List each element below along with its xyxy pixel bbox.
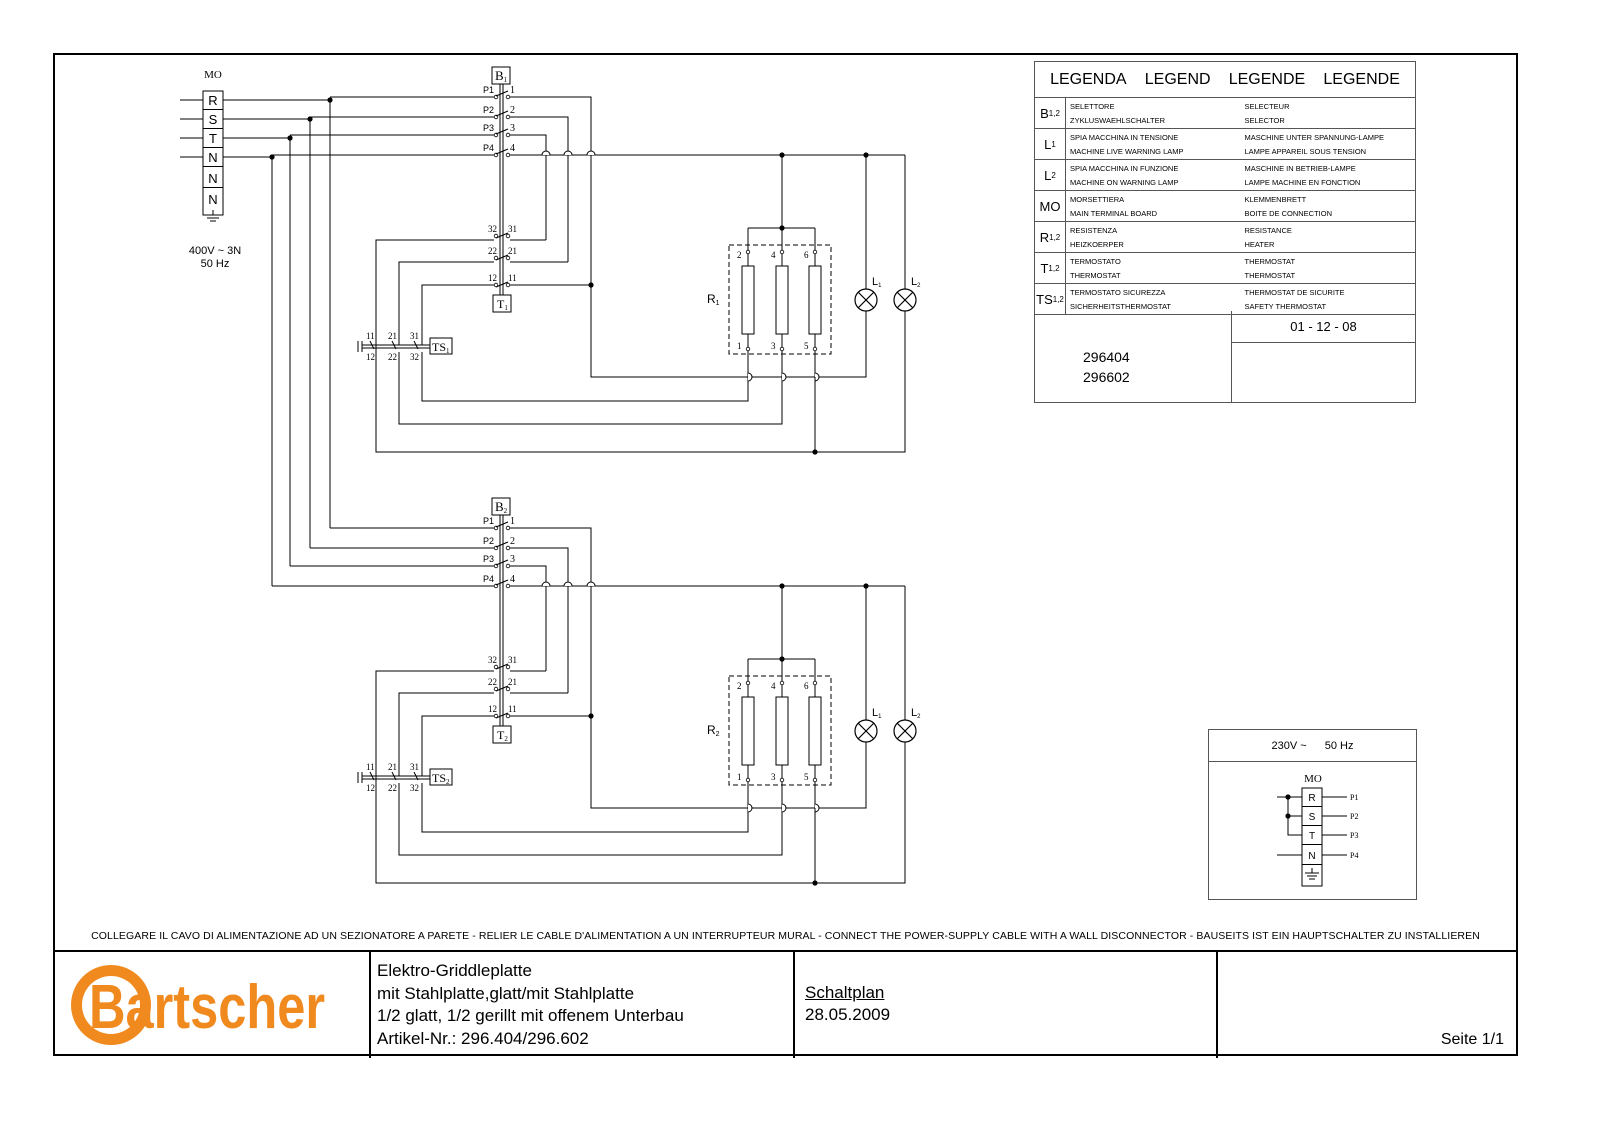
legend-text-en: THERMOSTAT [1070,270,1121,280]
contact-number: 1 [510,516,515,527]
terminal-point [780,778,784,782]
legend-text-right [1241,98,1416,128]
contact-number: 1 [510,85,515,96]
legend-symbol: R 1,2 [1035,222,1066,252]
heater-terminal-number: 1 [737,341,742,351]
lamp-label: L2 [911,707,921,720]
thermostat-contact-number: 32 [488,224,497,234]
legend-text-de: SELECTOR [1244,115,1285,125]
legend-divider [1231,342,1232,402]
thermostat-contact-number: 22 [488,677,497,687]
junction-dot [287,135,292,140]
heating-element [776,266,788,334]
phase-label: P1 [483,516,495,526]
legend-text-right [1241,160,1416,190]
installation-note: COLLEGARE IL CAVO DI ALIMENTAZIONE AD UN SEZIONATORE A PARETE - RELIER LE CABLE D'ALIMENTATION A UN INTERRUPTEUR MURAL - CONNECT THE POWER-SUPPLY CABLE WITH A WALL DISCONNECTOR - BAUSEITS IST EIN HAUPTSCHALTER ZU INSTALLIEREN [91,930,1480,942]
title-block [53,950,1518,1058]
terminal-point [506,714,510,718]
heating-circuit [272,67,921,455]
legend-symbol: B 1,2 [1035,98,1066,128]
selector-label: B1 [495,68,508,84]
wire-crossing [782,373,786,381]
safety-thermostat-label: TS1 [432,340,450,355]
single-phase-header [1209,730,1416,762]
terminal-point [746,681,750,685]
terminal-point [506,256,510,260]
heater-terminal-number: 2 [737,681,742,691]
article-numbers [1083,347,1130,387]
thermostat-contact-number: 21 [508,677,517,687]
legend-row [1035,160,1415,191]
heater-terminal-number: 3 [771,341,776,351]
wire-crossing [748,804,752,812]
heater-terminal-number: 2 [737,250,742,260]
heater-terminal-number: 5 [804,772,809,782]
legend-text-left [1066,191,1241,221]
selector-label: B2 [495,499,508,515]
article-number: 296404 [1083,349,1130,365]
legend-text-en: MACHINE LIVE WARNING LAMP [1070,146,1184,156]
phase-label: P1 [483,85,495,95]
legend-text-left [1066,160,1241,190]
contact-number: 4 [510,574,515,585]
safety-contact-number: 12 [366,783,375,793]
legend-text-de: SAFETY THERMOSTAT [1244,301,1327,311]
heating-circuit [272,498,921,886]
contact-number: 2 [510,105,515,116]
heater-terminal-number: 6 [804,681,809,691]
heater-terminal-number: 6 [804,250,809,260]
lamp-label: L1 [872,276,882,289]
wire [510,97,866,377]
switch-contact [496,560,508,565]
switch-contact [496,522,508,527]
legend-text-it: MORSETTIERA [1070,194,1125,204]
terminal-point [506,95,510,99]
legend-header-fr: LEGENDE [1228,70,1306,88]
single-phase-label: MO [1304,773,1322,785]
wire-crossing [815,373,819,381]
terminal-point [813,681,817,685]
legend-text-right [1241,284,1416,314]
main-terminal-block [180,69,333,586]
safety-contact-number: 21 [388,331,397,341]
wire-crossing [564,151,572,155]
contact-number: 2 [510,536,515,547]
heating-element [742,266,754,334]
safety-contact-number: 31 [410,331,419,341]
legend-text-it: TERMOSTATO SICUREZZA [1070,287,1166,297]
document-cell [793,952,1218,1058]
switch-contact [496,542,508,547]
thermostat-contact-number: 31 [508,655,517,665]
wire-crossing [542,582,550,586]
terminal-point [813,250,817,254]
article-number: 296602 [1083,369,1130,385]
lamp-label: L2 [911,276,921,289]
wire [422,716,494,776]
legend-symbol: L 1 [1035,129,1066,159]
legend-row [1035,191,1415,222]
legend-table [1034,61,1416,403]
wire-crossing [587,151,595,155]
legend-text-en: HEIZKOERPER [1070,239,1124,249]
document-info [805,982,890,1026]
thermostat-label: T1 [497,297,508,312]
terminal-point [506,584,510,588]
wire-crossing [587,582,595,586]
safety-contact-number: 22 [388,783,397,793]
safety-contact-number: 32 [410,783,419,793]
legend-text-left [1066,222,1241,252]
legend-text-fr: SELECTEUR [1244,101,1290,111]
heating-element [809,697,821,765]
phase-label: P3 [483,554,495,564]
legend-text-left [1066,98,1241,128]
terminal-point [506,283,510,287]
bartscher-logo [65,960,365,1050]
lamp-label: L1 [872,707,882,720]
legend-header-en: LEGEND [1144,70,1211,88]
legend-text-it: TERMOSTATO [1070,256,1121,266]
terminal-point [506,687,510,691]
legend-text-left [1066,284,1241,314]
heater-terminal-number: 3 [771,772,776,782]
phase-label: P2 [483,105,495,115]
single-phase-voltage: 230V ~ [1271,739,1307,752]
legend-header-de: LEGENDE [1323,70,1400,88]
terminal-point [506,665,510,669]
heater-terminal-number: 5 [804,341,809,351]
legend-text-fr: MASCHINE UNTER SPANNUNG-LAMPE [1244,132,1384,142]
junction-dot [812,880,817,885]
heating-element [776,697,788,765]
junction-dot [588,282,593,287]
safety-contact-number: 31 [410,762,419,772]
legend-text-right [1241,191,1416,221]
legend-row [1035,98,1415,129]
legend-text-it: SPIA MACCHINA IN FUNZIONE [1070,163,1179,173]
terminal-point [780,347,784,351]
switch-contact [496,580,508,585]
thermostat-label: T2 [497,728,508,743]
thermostat-contact-number: 12 [488,704,497,714]
thermostat-contact-number: 32 [488,655,497,665]
legend-text-it: SPIA MACCHINA IN TENSIONE [1070,132,1179,142]
legend-text-it: RESISTENZA [1070,225,1118,235]
safety-contact-number: 32 [410,352,419,362]
switch-contact [496,111,508,116]
thermostat-contact-number: 11 [508,704,517,714]
thermostat-contact-number: 31 [508,224,517,234]
legend-footer [1035,311,1415,402]
wire-crossing [815,804,819,812]
terminal-n: N [208,192,218,207]
supply-voltage: 400V ~ 3N [188,245,242,257]
legend-text-left [1066,129,1241,159]
thermostat-contact-number: 21 [508,246,517,256]
safety-contact-number: 21 [388,762,397,772]
legend-row [1035,253,1415,284]
legend-text-left [1066,253,1241,283]
logo-cell [53,952,371,1058]
product-line: 1/2 glatt, 1/2 gerillt mit offenem Unterbau [377,1006,684,1025]
legend-text-en: ZYKLUSWAEHLSCHALTER [1070,115,1166,125]
contact-number: 4 [510,143,515,154]
legend-row [1035,129,1415,160]
terminal-point [746,778,750,782]
wire [376,586,905,883]
terminal-n: N [208,171,218,186]
junction-dot [812,449,817,454]
phase-label: P3 [483,123,495,133]
terminal-point [780,681,784,685]
contact-number: 3 [510,123,515,134]
legend-text-fr: RESISTANCE [1244,225,1292,235]
legend-text-fr: THERMOSTAT [1244,256,1296,266]
single-phase-box [1208,729,1417,900]
terminal-point [506,526,510,530]
terminal-point [506,546,510,550]
heater-terminal-number: 4 [771,681,776,691]
wire [422,285,494,345]
terminal-point [780,250,784,254]
single-phase-output-label: P2 [1350,812,1359,821]
product-description [377,960,684,1050]
legend-text-de: LAMPE APPAREIL SOUS TENSION [1244,146,1367,156]
heater-terminal-number: 4 [771,250,776,260]
terminal-point [746,250,750,254]
safety-thermostat-label: TS2 [432,771,450,786]
legend-text-fr: THERMOSTAT DE SICURITE [1244,287,1345,297]
switch-contact [496,129,508,134]
product-line: Artikel-Nr.: 296.404/296.602 [377,1028,589,1048]
terminal-point [506,564,510,568]
heater-label: R1 [707,292,720,307]
terminal-n: N [208,150,218,165]
wire-crossing [782,804,786,812]
terminal-point [506,153,510,157]
legend-symbol: TS 1,2 [1035,284,1066,314]
document-type: Schaltplan [805,983,885,1002]
heater-label: R2 [707,723,720,738]
junction-dot [588,713,593,718]
terminal-s: S [208,112,218,127]
single-phase-output-label: P3 [1350,831,1359,840]
product-line: Elektro-Griddleplatte [377,961,532,980]
thermostat-contact-number: 11 [508,273,517,283]
heater-terminal-number: 1 [737,772,742,782]
switch-contact [496,91,508,96]
safety-contact-number: 11 [366,762,375,772]
legend-text-de: HEATER [1244,239,1275,249]
single-phase-terminal: T [1308,831,1316,842]
legend-date: 01 - 12 - 08 [1231,311,1415,343]
legend-text-right [1241,253,1416,283]
thermostat-contact-number: 22 [488,246,497,256]
legend-text-en: MAIN TERMINAL BOARD [1070,208,1158,218]
product-line: mit Stahlplatte,glatt/mit Stahlplatte [377,983,635,1003]
legend-symbol: T 1,2 [1035,253,1066,283]
phase-label: P2 [483,536,495,546]
phase-label: P4 [483,574,495,584]
safety-contact-number: 12 [366,352,375,362]
legend-text-right [1241,222,1416,252]
terminal-point [746,347,750,351]
wire [376,155,905,452]
legend-text-en: SICHERHEITSTHERMOSTAT [1070,301,1171,311]
switch-contact [496,149,508,154]
single-phase-terminal: R [1308,793,1316,804]
wire-crossing [748,373,752,381]
wire [510,528,866,808]
safety-contact-number: 22 [388,352,397,362]
terminal-point [506,133,510,137]
legend-text-right [1241,129,1416,159]
legend-symbol: MO [1035,191,1066,221]
legend-rows [1035,98,1415,315]
thermostat-contact-number: 12 [488,273,497,283]
legend-text-de: LAMPE MACHINE EN FONCTION [1244,177,1361,187]
legend-text-it: SELETTORE [1070,101,1115,111]
phase-label: P4 [483,143,495,153]
single-phase-output-label: P4 [1350,851,1359,860]
supply-frequency: 50 Hz [200,258,230,270]
legend-text-fr: KLEMMENBRETT [1244,194,1307,204]
terminal-point [813,778,817,782]
legend-header [1035,62,1415,98]
single-phase-frequency: 50 Hz [1324,739,1354,752]
legend-text-de: BOITE DE CONNECTION [1244,208,1333,218]
terminal-point [506,115,510,119]
terminal-point [813,347,817,351]
document-date: 28.05.2009 [805,1005,891,1024]
svg-text:Bartscher: Bartscher [89,973,325,1042]
page-number: Seite 1/1 [1440,1031,1504,1048]
product-cell [369,952,795,1058]
terminal-t: T [209,131,217,146]
terminal-point [506,234,510,238]
heating-element [809,266,821,334]
wire-crossing [564,582,572,586]
legend-row [1035,222,1415,253]
safety-contact-number: 11 [366,331,375,341]
legend-text-en: MACHINE ON WARNING LAMP [1070,177,1179,187]
legend-text-fr: MASCHINE IN BETRIEB-LAMPE [1244,163,1356,173]
legend-header-it: LEGENDA [1050,70,1127,88]
heating-element [742,697,754,765]
junction-dot [327,97,332,102]
single-phase-terminal: N [1308,851,1316,862]
main-terminal-label: MO [204,69,222,81]
legend-text-de: THERMOSTAT [1244,270,1296,280]
terminal-r: R [208,93,218,108]
single-phase-output-label: P1 [1350,793,1359,802]
contact-number: 3 [510,554,515,565]
wire-crossing [542,151,550,155]
single-phase-terminal: S [1308,812,1316,823]
legend-symbol: L 2 [1035,160,1066,190]
